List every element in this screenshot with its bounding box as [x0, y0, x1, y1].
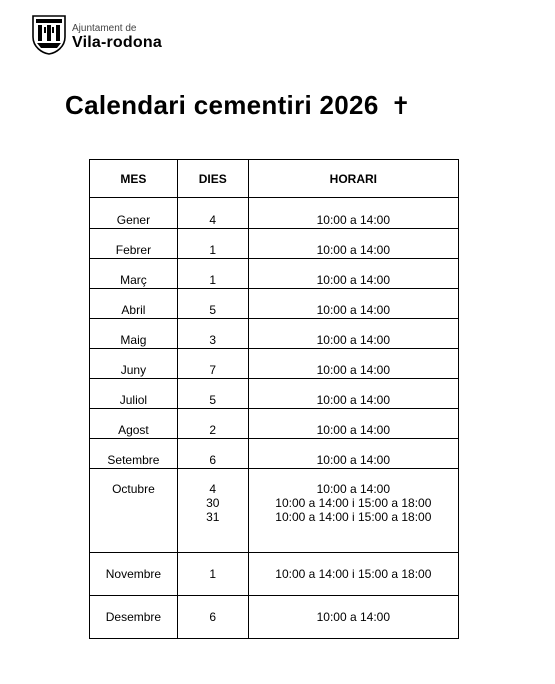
- table-row: [90, 553, 459, 596]
- table-row: [90, 319, 459, 349]
- cell-horari: 10:00 a 14:00: [248, 379, 458, 409]
- cell-mes: Abril: [90, 289, 178, 319]
- cell-horari-line: 10:00 a 14:00: [316, 482, 391, 496]
- cell-horari: 10:00 a 14:00: [248, 289, 458, 319]
- cell-dies: 1: [177, 229, 248, 259]
- cell-dies: 7: [177, 349, 248, 379]
- cell-horari: 10:00 a 14:00: [248, 596, 458, 639]
- cell-dies: 4: [177, 198, 248, 229]
- cell-mes: Juny: [90, 349, 178, 379]
- cell-dies: [177, 469, 248, 553]
- cell-mes: Setembre: [90, 439, 178, 469]
- table-row: [90, 289, 459, 319]
- page-title-text: Calendari cementiri 2026: [65, 90, 379, 120]
- table-header-row: [90, 160, 459, 198]
- cell-dies: 5: [177, 379, 248, 409]
- cell-dies: 1: [177, 553, 248, 596]
- cross-icon: ✝: [390, 93, 411, 120]
- table-row: [90, 469, 459, 553]
- table-row: [90, 259, 459, 289]
- cell-horari-line: 10:00 a 14:00 i 15:00 a 18:00: [275, 510, 432, 524]
- table-row: [90, 349, 459, 379]
- cell-horari: 10:00 a 14:00: [248, 229, 458, 259]
- logo-org-name: Vila-rodona: [72, 34, 162, 51]
- table-row: [90, 439, 459, 469]
- cell-dies: 6: [177, 439, 248, 469]
- cell-dies: 6: [177, 596, 248, 639]
- table-row: [90, 229, 459, 259]
- cell-dies: 2: [177, 409, 248, 439]
- cell-mes: Febrer: [90, 229, 178, 259]
- cell-mes: Juliol: [90, 379, 178, 409]
- cell-dies: 3: [177, 319, 248, 349]
- header-horari: HORARI: [248, 160, 458, 198]
- cell-horari-line: 10:00 a 14:00 i 15:00 a 18:00: [275, 496, 432, 510]
- cell-dies: 1: [177, 259, 248, 289]
- cell-mes: Agost: [90, 409, 178, 439]
- cell-mes: Novembre: [90, 553, 178, 596]
- logo-org-small: Ajuntament de: [72, 23, 137, 34]
- cell-mes: Març: [90, 259, 178, 289]
- table-row: [90, 198, 459, 229]
- municipal-logo: [32, 15, 162, 55]
- calendar-table: [89, 159, 459, 639]
- coat-of-arms-icon: [32, 15, 66, 55]
- cell-dies: 5: [177, 289, 248, 319]
- cell-horari: 10:00 a 14:00: [248, 409, 458, 439]
- header-mes: MES: [90, 160, 178, 198]
- cell-horari: 10:00 a 14:00: [248, 319, 458, 349]
- cell-dies-line: 31: [206, 510, 220, 524]
- cell-horari: 10:00 a 14:00: [248, 259, 458, 289]
- cell-mes: Gener: [90, 198, 178, 229]
- cell-dies-line: 4: [209, 482, 217, 496]
- header-dies: DIES: [177, 160, 248, 198]
- cell-mes: Octubre: [90, 469, 178, 553]
- cell-mes: Desembre: [90, 596, 178, 639]
- cell-horari: 10:00 a 14:00 i 15:00 a 18:00: [248, 553, 458, 596]
- cell-horari: 10:00 a 14:00: [248, 439, 458, 469]
- cell-dies-line: 30: [206, 496, 220, 510]
- page-title: [65, 90, 411, 121]
- cell-horari: 10:00 a 14:00: [248, 198, 458, 229]
- cell-mes: Maig: [90, 319, 178, 349]
- cell-horari: [248, 469, 458, 553]
- table-row: [90, 379, 459, 409]
- table-row: [90, 409, 459, 439]
- cell-horari: 10:00 a 14:00: [248, 349, 458, 379]
- table-row: [90, 596, 459, 639]
